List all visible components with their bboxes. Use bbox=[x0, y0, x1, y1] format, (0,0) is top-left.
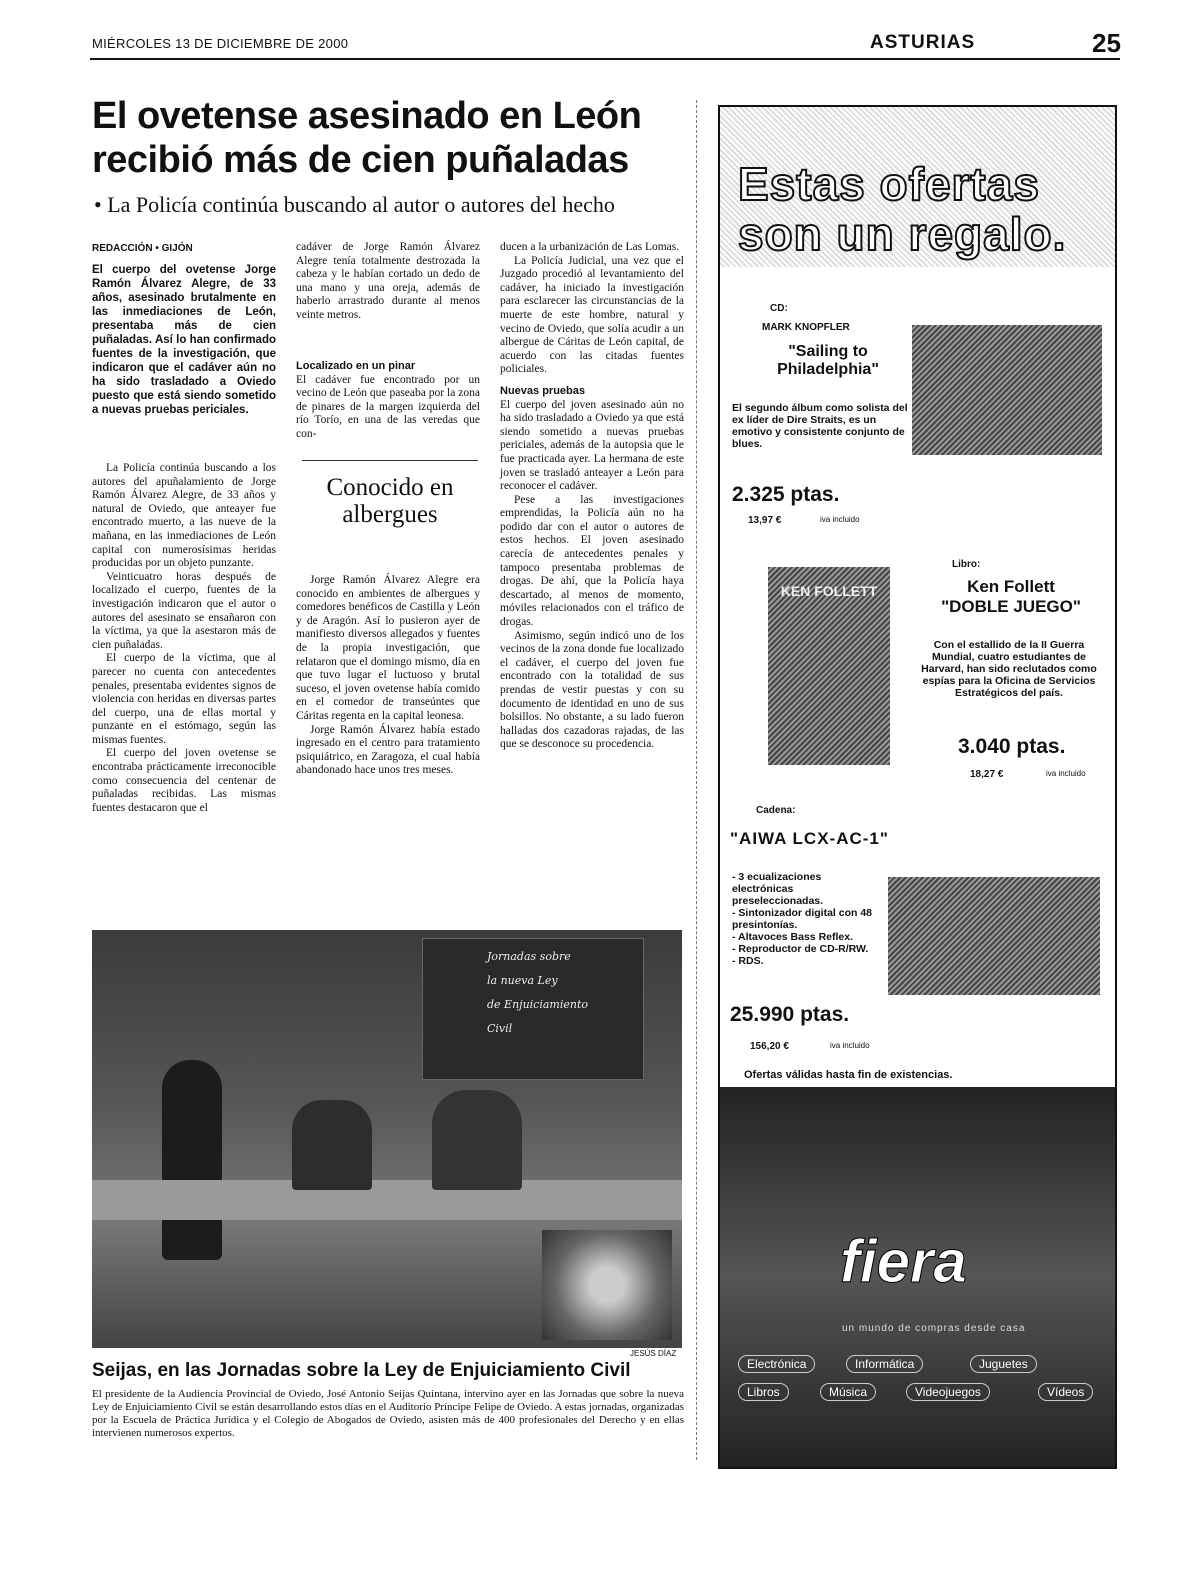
page-date: MIÉRCOLES 13 DE DICIEMBRE DE 2000 bbox=[92, 36, 349, 51]
photo-credit: JESÚS DÍAZ bbox=[630, 1349, 677, 1358]
photo-banner-line: Jornadas sobre bbox=[487, 950, 571, 963]
ad-title-line: Estas ofertas bbox=[738, 158, 1040, 210]
pullquote-rule bbox=[302, 460, 478, 461]
brand-tagline: un mundo de compras desde casa bbox=[842, 1323, 1026, 1334]
person-figure bbox=[292, 1100, 372, 1190]
paragraph: El cadáver fue encontrado por un vecino de León que paseaba por la zona de pinares de la margen izquierda del río Torío, en una de las veredas que con- bbox=[296, 373, 480, 440]
paragraph: La Policía continúa buscando a los autores del apuñalamiento de Jorge Ramón Álvarez Alegre, de 33 años y natural de Oviedo, que anteayer fue encontrado muerto, a las nueve de la mañana, en las inmediaciones de León capital con numerosísimas heridas producidas por un objeto punzante. bbox=[92, 462, 276, 570]
ad-validity: Ofertas válidas hasta fin de existencias. bbox=[744, 1069, 953, 1081]
paragraph: Pese a las investigaciones emprendidas, la Policía aún no ha podido dar con el autor o autores de estos hechos. El joven asesinado carecía de antecedentes penales y tampoco presentaba problemas de drogas. De ahí, que la Policía haya descartado, al menos de momento, móviles relacionados con el tráfico de drogas. bbox=[500, 493, 684, 629]
article-subhead: • La Policía continúa buscando al autor o autores del hecho bbox=[94, 192, 615, 217]
category-videojuegos: Videojuegos bbox=[906, 1383, 990, 1401]
book-description: Con el estallido de la II Guerra Mundial, cuatro estudiantes de Harvard, han sido reclutados como espías para la Oficina de Servicios Estratégicos del país. bbox=[921, 639, 1097, 699]
stereo-features bbox=[732, 871, 882, 967]
paragraph: Veinticuatro horas después de localizado el cuerpo, fuentes de la investigación indicaron que el autor o autores del asesinato se ensañaron con la víctima, ya que la asestaron más de cien puñaladas. bbox=[92, 570, 276, 651]
article-subtitle: Nuevas pruebas bbox=[500, 384, 585, 397]
stereo-image bbox=[888, 877, 1100, 995]
cd-cover-image bbox=[912, 325, 1102, 455]
table-cloth bbox=[92, 1180, 682, 1220]
article-column-2-bottom bbox=[296, 574, 480, 778]
stereo-title: "AIWA LCX-AC-1" bbox=[730, 829, 889, 848]
stereo-euro-price: 156,20 € bbox=[750, 1041, 789, 1052]
header-rule bbox=[90, 58, 1120, 60]
advertisement bbox=[718, 105, 1117, 1469]
article-lead: El cuerpo del ovetense Jorge Ramón Álvarez Alegre, de 33 años, asesinado brutalmente en las inmediaciones de León, presentaba más de cien puñaladas. Así lo han confirmado fuentes de la investigación, que indicaron que el cadáver aún no ha sido trasladado a Oviedo puesto que está siendo sometido a nuevas pruebas periciales. bbox=[92, 264, 276, 416]
book-euro-price: 18,27 € bbox=[970, 769, 1004, 780]
paragraph: ducen a la urbanización de Las Lomas. bbox=[500, 241, 680, 253]
category-electronica: Electrónica bbox=[738, 1355, 815, 1373]
book-price: 3.040 ptas. bbox=[958, 735, 1066, 758]
article-column-2-top bbox=[296, 241, 480, 323]
page-number: 25 bbox=[1092, 28, 1121, 58]
paragraph: cadáver de Jorge Ramón Álvarez Alegre tenía totalmente destrozada la cabeza y le habían cortado un dedo de una mano y una oreja, además de haberlo arrastrado durante al menos veinte metros. bbox=[296, 241, 480, 321]
category-videos: Vídeos bbox=[1038, 1383, 1093, 1401]
photo-caption: El presidente de la Audiencia Provincial de Oviedo, José Antonio Seijas Quintana, intervino ayer en las Jornadas que sobre la nueva Ley de Enjuiciamiento Civil se están desarrollando estos días en el Auditorio Príncipe Felipe de Oviedo. A estas jornadas, organizadas por la Escuela de Práctica Jurídica y el Colegio de Abogados de Oviedo, asisten más de 400 profesionales del Derecho y en ellas intervienen numerosos expertos. bbox=[92, 1388, 684, 1439]
paragraph: El cuerpo del joven asesinado aún no ha sido trasladado a Oviedo ya que está siendo sometido a nuevas pruebas periciales, además de la autopsia que le fue practicada ayer. La hermana de este joven se trasladó anteayer a León para reconocer el cadáver. bbox=[500, 398, 684, 493]
cd-iva: iva incluido bbox=[820, 515, 860, 524]
ad-title-line: son un regalo. bbox=[738, 208, 1067, 260]
photo-banner-line: la nueva Ley bbox=[487, 974, 558, 987]
photo-banner-line: Civil bbox=[487, 1022, 513, 1035]
cd-title: "Sailing to Philadelphia" bbox=[777, 343, 879, 378]
book-cover-text: KEN FOLLETT bbox=[780, 583, 878, 599]
cd-artist: MARK KNOPFLER bbox=[762, 322, 850, 333]
brand-logo: fiera bbox=[840, 1228, 967, 1295]
cd-label: CD: bbox=[770, 303, 788, 314]
column-divider bbox=[696, 100, 698, 1460]
book-iva: iva incluido bbox=[1046, 769, 1086, 778]
article-headline: El ovetense asesinado en León recibió más de cien puñaladas bbox=[92, 95, 642, 181]
stereo-label: Cadena: bbox=[756, 805, 796, 816]
stereo-iva: iva incluido bbox=[830, 1041, 870, 1050]
category-libros: Libros bbox=[738, 1383, 789, 1401]
stereo-feature: - 3 ecualizaciones electrónicas preseleccionadas. bbox=[732, 871, 824, 907]
cd-price: 2.325 ptas. bbox=[732, 483, 840, 506]
speaker-figure bbox=[162, 1060, 222, 1260]
cd-description: El segundo álbum como solista del ex líder de Dire Straits, es un emotivo y consistente conjunto de blues. bbox=[732, 402, 908, 450]
section-name: ASTURIAS bbox=[870, 32, 976, 53]
paragraph: La Policía Judicial, una vez que el Juzgado procedió al levantamiento del cadáver, ha iniciado la investigación para esclarecer las circunstancias de la muerte de este hombre, natural y vecino de Oviedo, que solía acudir a un albergue de Cáritas de León capital, de acuerdo con las citadas fuentes policiales. bbox=[500, 254, 684, 376]
stereo-feature: - Altavoces Bass Reflex. bbox=[732, 931, 854, 943]
stereo-feature: - Reproductor de CD-R/RW. bbox=[732, 943, 869, 955]
article-column-3 bbox=[500, 241, 684, 752]
article-column-2-mid bbox=[296, 352, 480, 442]
news-photo bbox=[92, 930, 682, 1348]
pullquote: Conocido en albergues bbox=[326, 474, 454, 528]
stereo-feature: - RDS. bbox=[732, 955, 764, 967]
category-juguetes: Juguetes bbox=[970, 1355, 1037, 1373]
category-informatica: Informática bbox=[846, 1355, 923, 1373]
article-byline: REDACCIÓN • GIJÓN bbox=[92, 243, 193, 254]
cd-euro-price: 13,97 € bbox=[748, 515, 782, 526]
photo-banner bbox=[422, 938, 644, 1080]
paragraph: Jorge Ramón Álvarez había estado ingresado en el centro para tratamiento psiquiátrico, en Zaragoza, el cual había abandonado hace unos tres meses. bbox=[296, 723, 480, 777]
category-musica: Música bbox=[820, 1383, 876, 1401]
book-author: Ken Follett bbox=[967, 577, 1055, 596]
ad-title bbox=[738, 159, 1066, 259]
book-title: "DOBLE JUEGO" bbox=[941, 597, 1081, 616]
book-label: Libro: bbox=[952, 559, 981, 570]
photo-banner-line: de Enjuiciamiento bbox=[487, 998, 588, 1011]
photo-caption-title: Seijas, en las Jornadas sobre la Ley de Enjuiciamiento Civil bbox=[92, 1360, 631, 1381]
article-subtitle: Localizado en un pinar bbox=[296, 360, 416, 372]
stereo-price: 25.990 ptas. bbox=[730, 1003, 850, 1026]
stereo-feature: - Sintonizador digital con 48 presintonías. bbox=[732, 907, 873, 931]
article-column-1 bbox=[92, 462, 276, 815]
paragraph: Jorge Ramón Álvarez Alegre era conocido en ambientes de albergues y comedores benéficos de Castilla y León y de Aragón. Así lo pusieron ayer de manifiesto diversos allegados y fuentes de la propia investigación, que relataron que el domingo mismo, día en que tuvo lugar el luctuoso y brutal suceso, el joven ovetense había comido en el comedor de transeúntes que Cáritas regenta en la capital leonesa. bbox=[296, 574, 480, 722]
book-cover-image bbox=[768, 567, 890, 765]
flowers bbox=[542, 1230, 672, 1340]
paragraph: Asimismo, según indicó uno de los vecinos de la zona donde fue localizado el cadáver, el cuerpo del joven fue encontrado con la totalidad de sus prendas de vestir puestas y con su documento de identidad en uno de sus bolsillos. No obstante, a su lado fueron halladas dos cazadoras rajadas, de las que se desconoce su procedencia. bbox=[500, 629, 684, 751]
paragraph: El cuerpo del joven ovetense se encontraba prácticamente irreconocible como consecuencia del centenar de puñaladas recibidas. Las mismas fuentes destacaron que el bbox=[92, 747, 276, 814]
paragraph: El cuerpo de la víctima, que al parecer no cuenta con antecedentes penales, presentaba evidentes signos de violencia con heridas en diversas partes del cuerpo, una de ellas mortal y punzante en el estómago, según las mismas fuentes. bbox=[92, 652, 276, 746]
person-figure bbox=[432, 1090, 522, 1190]
